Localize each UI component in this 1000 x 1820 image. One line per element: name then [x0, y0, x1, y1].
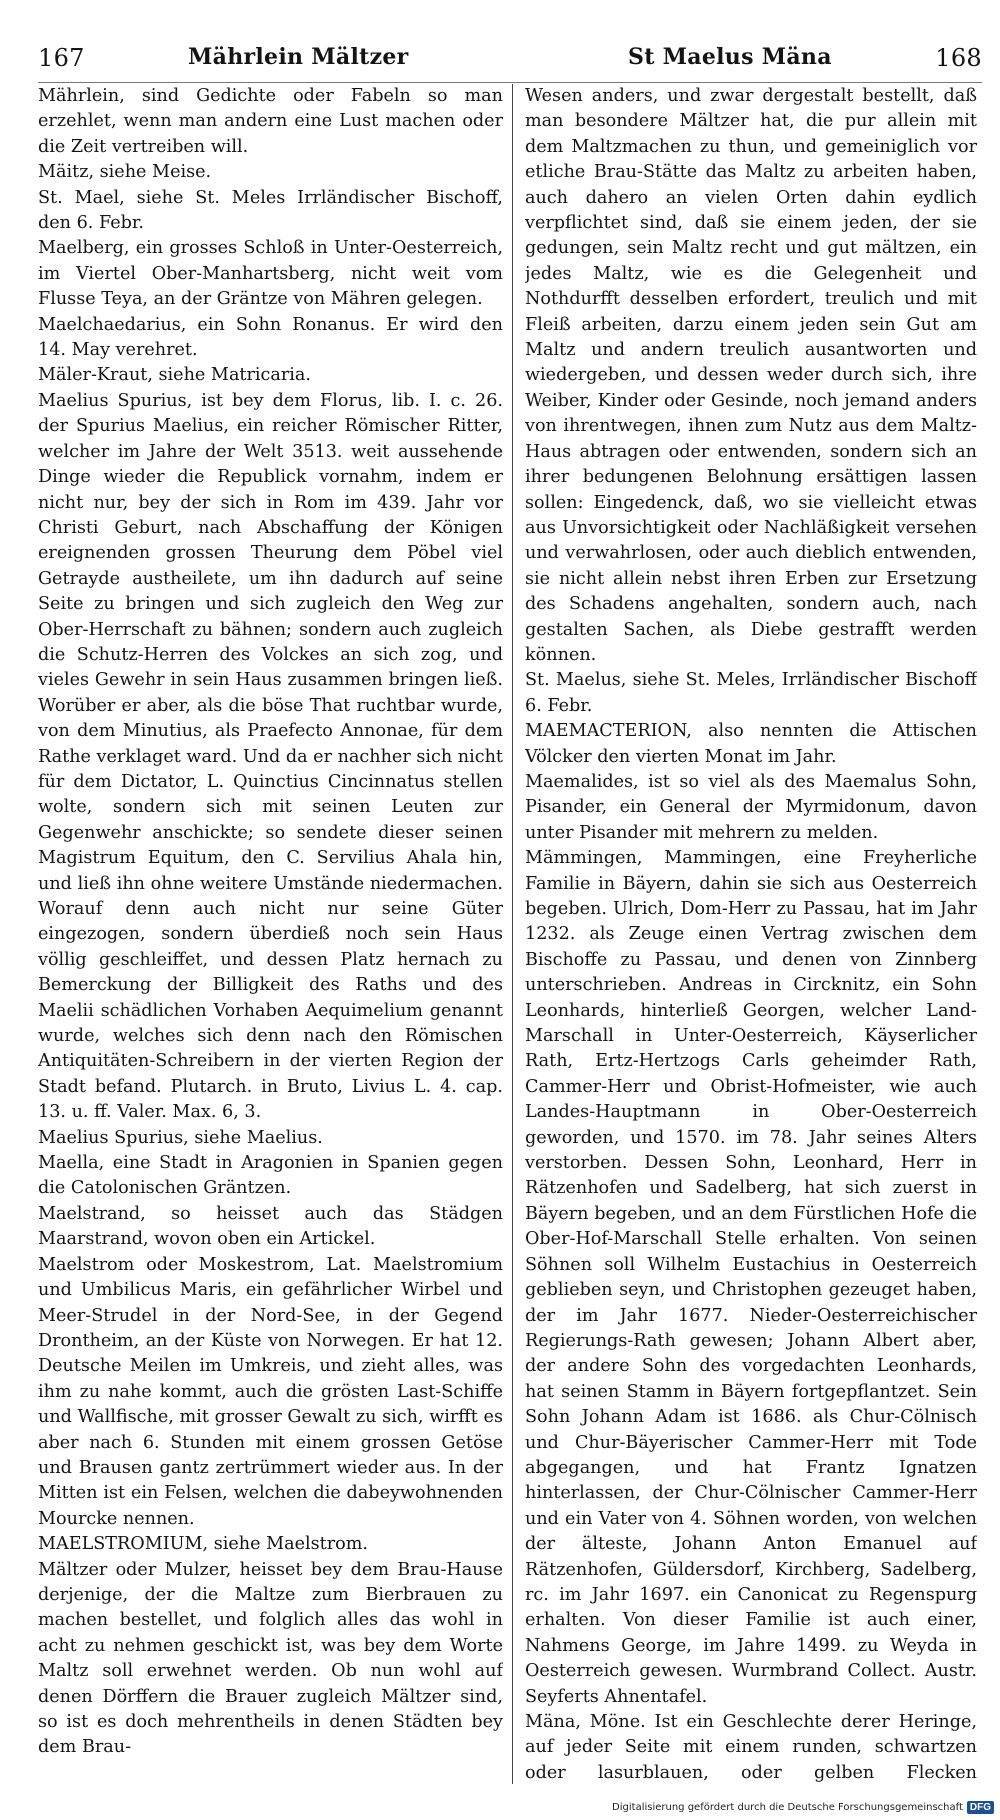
left-column-text: Mährlein, sind Gedichte oder Fabeln so man erzehlet, wenn man andern eine Lust machen oder die Zeit vertreiben will. Mäitz, siehe Meise. St. Mael, siehe St. Meles Irrländischer Bischoff, den 6. Febr. Maelberg, ein grosses Schloß in Unter-Oesterreich, im Viertel Ober-Manhartsberg, nicht weit vom Flusse Teya, an der Gräntze von Mähren gelegen. Maelchaedarius, ein Sohn Ronanus. Er wird den 14. May verehret. Mäler-Kraut, siehe Matricaria. Maelius Spurius, ist bey dem Florus, lib. I. c. 26. der Spurius Maelius, ein reicher Römischer Ritter, welcher im Jahre der Welt 3513. weit aussehende Dinge wieder die Republick vornahm, indem er nicht nur, bey der sich in Rom im 439. Jahr vor Christi Geburt, nach Abschaffung der Königen ereignenden grossen Theurung dem Pöbel viel Getrayde austheilete, um ihn dadurch auf seine Seite zu bringen und sich zugleich den Weg zur Ober-Herrschaft zu bähnen; sondern auch zugleich die Schutz-Herren des Volckes an sich zog, und vieles Gewehr in sein Haus zusammen bringen ließ. Worüber er aber, als die böse That ruchtbar wurde, von dem Minutius, als Praefecto Annonae, für dem Rathe verklaget ward. Und da er nachher sich nicht für dem Dictator, L. Quinctius Cincinnatus stellen wolte, sondern sich mit seinen Leuten zur Gegenwehr anschickte; so sendete dieser seinen Magistrum Equitum, den C. Servilius Ahala hin, und ließ ihn ohne weitere Umstände niedermachen. Worauf denn auch nicht nur seine Güter eingezogen, sondern überdieß noch sein Haus völlig geschleiffet, und dessen Platz hernach zu Bemerckung der Billigkeit des Raths und des Maelii schädlichen Vorhaben Aequimelium genannt wurde, welches sich denn nach den Römischen Antiquitäten-Schreibern in der vierten Region der Stadt befand. Plutarch. in Bruto, Livius L. 4. cap. 13. u. ff. Valer. Max. 6, 3. Maelius Spurius, siehe Maelius. Maella, eine Stadt in Aragonien in Spanien gegen die Catolonischen Gräntzen. Maelstrand, so heisset auch das Städgen Maarstrand, wovon oben ein Artickel. Maelstrom oder Moskestrom, Lat. Maelstromium und Umbilicus Maris, ein gefährlicher Wirbel und Meer-Strudel in der Nord-See, in der Gegend Drontheim, an der Küste von Norwegen. Er hat 12. Deutsche Meilen im Umkreis, und zieht alles, was ihm zu nahe kommt, auch die grösten Last-Schiffe und Wallfische, mit grosser Gewalt zu sich, wirfft es aber nach 6. Stunden mit einem grossen Getöse und Brausen gantz zertrümmert wieder aus. In der Mitten ist ein Felsen, welchen die dabeywohnenden Mourcke nennen. MAELSTROMIUM, siehe Maelstrom. Mältzer oder Mulzer, heisset bey dem Brau-Hause derjenige, der die Maltze zum Bierbrauen zu machen bestellet, und folglich alles das wohl in acht zu nehmen geschickt ist, was bey dem Worte Maltz soll erwehnet werden. Ob nun wohl auf denen Dörffern die Brauer zugleich Mältzer sind, so ist es doch mehrentheils in denen Städten bey dem Brau- — [38, 86, 503, 1758]
page-number-right: 168 — [935, 44, 982, 72]
running-head-left: Mährlein Mältzer — [188, 44, 409, 70]
column-divider — [512, 84, 513, 1784]
digitization-footer — [612, 1798, 994, 1816]
funding-credit: Digitalisierung gefördert durch die Deutsche Forschungsgemeinschaft — [612, 1801, 963, 1813]
page-number-left: 167 — [38, 44, 85, 72]
right-column-text: Wesen anders, und zwar dergestalt bestellt, daß man besondere Mältzer hat, die pur allein mit dem Maltzmachen zu thun, und gemeiniglich vor etliche Brau-Stätte das Maltz zu arbeiten haben, auch dahero an vielen Orten dahin eydlich verpflichtet sind, daß sie einem jeden, der sie gedungen, sein Maltz recht und gut mältzen, ein jedes Maltz, wie es die Gelegenheit und Nothdurfft desselben erfordert, treulich und mit Fleiß arbeiten, darzu einem jeden sein Gut am Maltz und andern treulich ausantworten und wiedergeben, und dessen weder durch sich, ihre Weiber, Kinder oder Gesinde, noch jemand anders von ihrentwegen, ihnen zum Nutz aus dem Maltz-Haus abtragen oder entwenden, sondern sich an ihrer bedungenen Belohnung ersättigen lassen sollen: Eingedenck, daß, wo sie vielleicht etwas aus Unvorsichtigkeit oder Nachläßigkeit versehen und verwahrlosen, oder auch dieblich entwenden, sie nicht allein nebst ihren Erben zur Ersetzung des Schadens angehalten, sondern auch, nach gestalten Sachen, als Diebe gestrafft werden können. St. Maelus, siehe St. Meles, Irrländischer Bischoff 6. Febr. MAEMACTERION, also nennten die Attischen Völcker den vierten Monat im Jahr. Maemalides, ist so viel als des Maemalus Sohn, Pisander, ein General der Myrmidonum, davon unter Pisander mit mehrern zu melden. Mämmingen, Mammingen, eine Freyherliche Familie in Bäyern, dahin sie sich aus Oesterreich begeben. Ulrich, Dom-Herr zu Passau, hat im Jahr 1232. als Zeuge einen Vertrag zwischen dem Bischoffe zu Passau, und denen von Zinnberg unterschrieben. Andreas in Circknitz, ein Sohn Leonhards, hinterließ Georgen, welcher Land-Marschall in Unter-Oesterreich, Käyserlicher Rath, Ertz-Hertzogs Carls geheimder Rath, Cammer-Herr und Obrist-Hofmeister, wie auch Landes-Hauptmann in Ober-Oesterreich geworden, und 1570. im 78. Jahr seines Alters verstorben. Dessen Sohn, Leonhard, Herr in Rätzenhofen und Sadelberg, hat sich zuerst in Bäyern begeben, und an dem Fürstlichen Hofe die Ober-Hof-Marschall Stelle erhalten. Von seinen Söhnen soll Wilhelm Eustachius in Oesterreich geblieben seyn, und Christophen gezeuget haben, der im Jahr 1677. Nieder-Oesterreichischer Regierungs-Rath gewesen; Johann Albert aber, der andere Sohn des vorgedachten Leonhards, hat seinen Stamm in Bäyern fortgepflantzet. Sein Sohn Johann Adam ist 1686. als Chur-Cölnisch und Chur-Bäyerischer Cammer-Herr mit Tode abgegangen, und hat Frantz Ignatzen hinterlassen, der Chur-Cölnischer Cammer-Herr und ein Vater von 4. Söhnen worden, von welchen der älteste, Johann Anton Emanuel auf Rätzenhofen, Güldersdorf, Kirchberg, Sadelberg, rc. im Jahr 1697. ein Canonicat zu Regenspurg erhalten. Von dieser Familie ist auch einer, Nahmens George, im Jahre 1499. zu Weyda in Oesterreich gewesen. Wurmbrand Collect. Austr. Seyferts Ahnentafel. Mäna, Möne. Ist ein Geschlechte derer Heringe, auf jeder Seite mit einem runden, schwartzen oder lasurblauen, oder gelben Flecken — [525, 86, 977, 1783]
dfg-logo: DFG — [967, 1801, 994, 1814]
running-head-right: St Maelus Mäna — [628, 44, 832, 70]
header-rule — [38, 82, 982, 83]
page-header — [38, 44, 982, 80]
